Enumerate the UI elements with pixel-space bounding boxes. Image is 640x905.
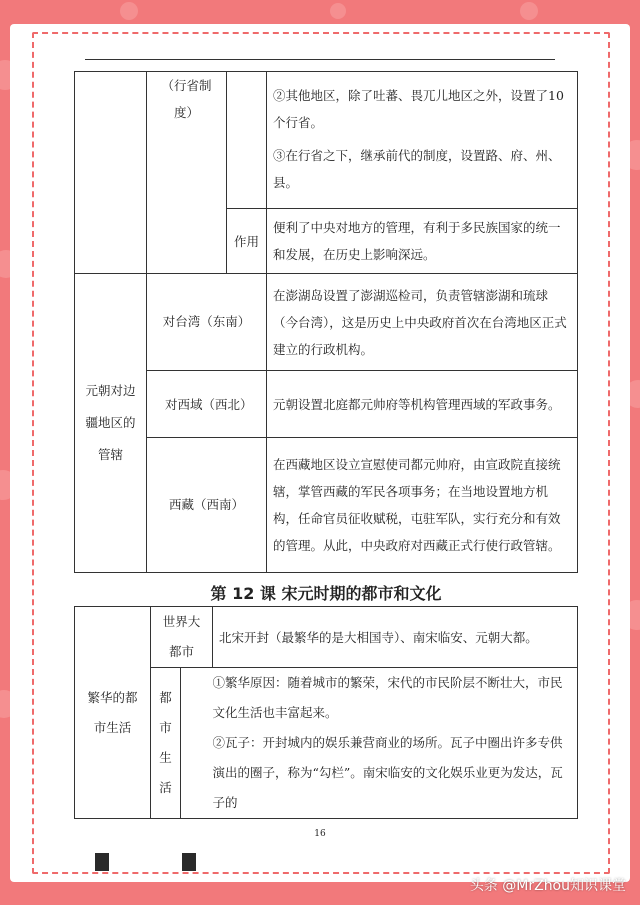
xingsheng-point-2: ②其他地区，除了吐蕃、畏兀儿地区之外，设置了10个行省。: [273, 88, 564, 130]
header-rule: [85, 59, 555, 60]
xizang-text: 在西藏地区设立宣慰使司都元帅府，由宣政院直接统辖，掌管西藏的军民各项事务；在当地设置地方机构，任命官员征收赋税，屯驻军队，实行充分和有效的管理。从此，中央政府对西藏正式行使行政管辖。: [267, 438, 578, 573]
table-yuan-administration: [74, 71, 578, 573]
watermark: 头条 @MrZhou知识课堂: [469, 878, 626, 894]
city-life-section-label: 繁华的都市生活: [75, 607, 151, 819]
city-life-point-2: ②瓦子：开封城内的娱乐兼营商业的场所。瓦子中圈出许多专供演出的圈子，称为“勾栏”。南宋临安的文化娱乐业更为发达，瓦子的: [212, 735, 563, 810]
xiyu-text: 元朝设置北庭都元帅府等机构管理西域的军政事务。: [267, 371, 578, 438]
table-cell: [181, 668, 213, 819]
city-life-label: 都市生活: [151, 668, 181, 819]
background-dot: [520, 2, 538, 20]
book-tab-left: [95, 853, 109, 871]
document-page: [10, 24, 630, 882]
xingsheng-point-3: ③在行省之下，继承前代的制度，设置路、府、州、县。: [273, 148, 561, 190]
taiwan-text: 在澎湖岛设置了澎湖巡检司，负责管辖澎湖和琉球（今台湾），这是历史上中央政府首次在台湾地区正式建立的行政机构。: [267, 274, 578, 371]
xizang-label: 西藏（西南）: [147, 438, 267, 573]
city-life-point-1: ①繁华原因：随着城市的繁荣，宋代的市民阶层不断壮大，市民文化生活也丰富起来。: [212, 675, 563, 720]
table-row: [75, 668, 578, 819]
xingsheng-label: （行省制度）: [147, 72, 227, 274]
table-row: [75, 438, 578, 573]
table-row: [75, 274, 578, 371]
background-dot: [120, 2, 138, 20]
lesson-title: 第 12 课 宋元时期的都市和文化: [210, 584, 442, 603]
city-life-content: [213, 668, 578, 819]
border-section-label: 元朝对边疆地区的管辖: [75, 274, 147, 573]
book-tab-right: [182, 853, 196, 871]
zuoyong-label: 作用: [227, 209, 267, 274]
world-city-label: 世界大都市: [151, 607, 213, 668]
table-row: [75, 72, 578, 209]
taiwan-label: 对台湾（东南）: [147, 274, 267, 371]
background-dot: [330, 3, 346, 19]
table-cell: [227, 72, 267, 209]
zuoyong-text: 便利了中央对地方的管理，有利于多民族国家的统一和发展，在历史上影响深远。: [267, 209, 578, 274]
table-song-yuan-city: [74, 606, 578, 819]
table-row: [75, 371, 578, 438]
xiyu-label: 对西域（西北）: [147, 371, 267, 438]
xingsheng-content: [267, 72, 578, 209]
table-row: [75, 607, 578, 668]
world-city-text: 北宋开封（最繁华的是大相国寺）、南宋临安、元朝大都。: [213, 607, 578, 668]
page-number: 16: [314, 829, 326, 839]
table-cell: [75, 72, 147, 274]
